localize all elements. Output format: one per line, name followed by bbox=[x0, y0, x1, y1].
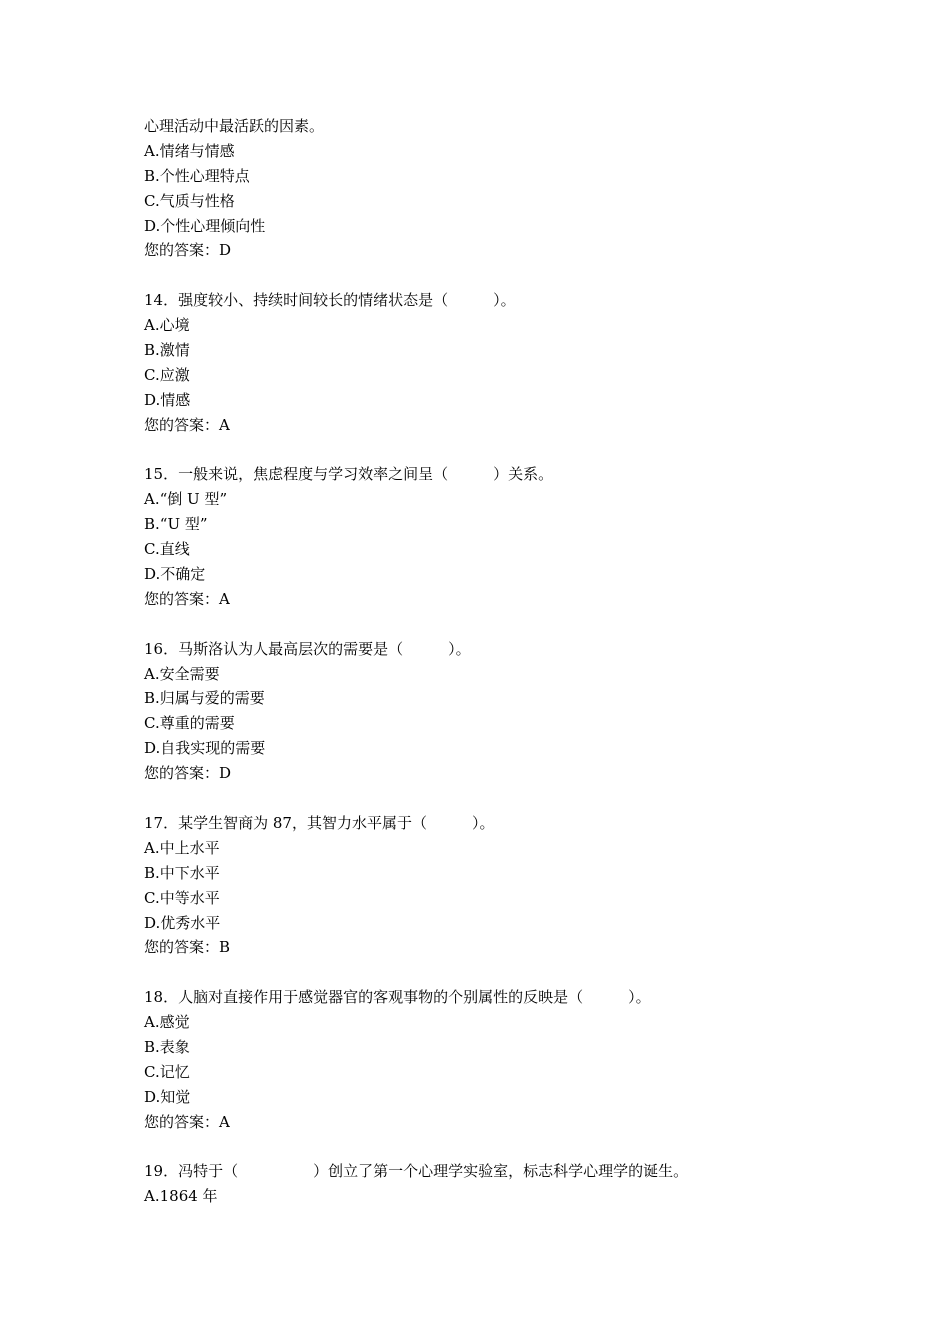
option-b: B.“U 型” bbox=[144, 515, 208, 534]
answer-line: 您的答案：A bbox=[144, 1112, 230, 1131]
option-c: C.尊重的需要 bbox=[144, 714, 235, 733]
option-c: C.气质与性格 bbox=[144, 191, 235, 210]
option-a: A.安全需要 bbox=[144, 664, 220, 683]
question-17 bbox=[144, 811, 904, 960]
option-b: B.表象 bbox=[144, 1037, 190, 1056]
option-a: A.心境 bbox=[144, 316, 190, 335]
option-b: B.归属与爱的需要 bbox=[144, 689, 265, 708]
question-stem: 14．强度较小、持续时间较长的情绪状态是（ ）。 bbox=[144, 291, 516, 310]
option-c: C.中等水平 bbox=[144, 888, 220, 907]
spacer bbox=[144, 612, 904, 637]
document-page bbox=[144, 114, 904, 1209]
answer-line: 您的答案：D bbox=[144, 764, 232, 783]
option-d: D.不确定 bbox=[144, 565, 206, 584]
question-18 bbox=[144, 985, 904, 1134]
option-d: D.自我实现的需要 bbox=[144, 739, 266, 758]
option-c: C.应激 bbox=[144, 365, 190, 384]
question-15 bbox=[144, 462, 904, 611]
option-c: C.直线 bbox=[144, 540, 190, 559]
question-stem: 16．马斯洛认为人最高层次的需要是（ ）。 bbox=[144, 639, 471, 658]
option-a: A.情绪与情感 bbox=[144, 141, 235, 160]
spacer bbox=[144, 960, 904, 985]
question-stem-tail: 心理活动中最活跃的因素。 bbox=[144, 117, 325, 135]
option-a: A.中上水平 bbox=[144, 838, 220, 857]
spacer bbox=[144, 786, 904, 811]
question-stem: 18．人脑对直接作用于感觉器官的客观事物的个别属性的反映是（ ）。 bbox=[144, 988, 651, 1007]
spacer bbox=[144, 1135, 904, 1160]
answer-line: 您的答案：A bbox=[144, 415, 230, 434]
option-c: C.记忆 bbox=[144, 1062, 190, 1081]
question-13-tail bbox=[144, 114, 904, 263]
answer-line: 您的答案：A bbox=[144, 589, 230, 608]
option-a: A.1864 年 bbox=[144, 1187, 218, 1206]
answer-line: 您的答案：D bbox=[144, 241, 232, 260]
answer-line: 您的答案：B bbox=[144, 938, 231, 957]
option-a: A.感觉 bbox=[144, 1013, 190, 1032]
option-d: D.优秀水平 bbox=[144, 913, 221, 932]
option-b: B.中下水平 bbox=[144, 863, 220, 882]
question-14 bbox=[144, 288, 904, 437]
question-19 bbox=[144, 1159, 904, 1209]
question-stem: 17．某学生智商为 87，其智力水平属于（ ）。 bbox=[144, 813, 495, 832]
option-d: D.个性心理倾向性 bbox=[144, 216, 266, 235]
spacer bbox=[144, 438, 904, 463]
question-stem: 15．一般来说，焦虑程度与学习效率之间呈（ ）关系。 bbox=[144, 465, 554, 484]
option-d: D.知觉 bbox=[144, 1087, 191, 1106]
spacer bbox=[144, 263, 904, 288]
question-stem: 19．冯特于（ ）创立了第一个心理学实验室，标志科学心理学的诞生。 bbox=[144, 1162, 689, 1181]
option-a: A.“倒 U 型” bbox=[144, 490, 228, 509]
option-b: B.个性心理特点 bbox=[144, 166, 250, 185]
question-16 bbox=[144, 637, 904, 786]
option-d: D.情感 bbox=[144, 390, 191, 409]
option-b: B.激情 bbox=[144, 341, 190, 360]
